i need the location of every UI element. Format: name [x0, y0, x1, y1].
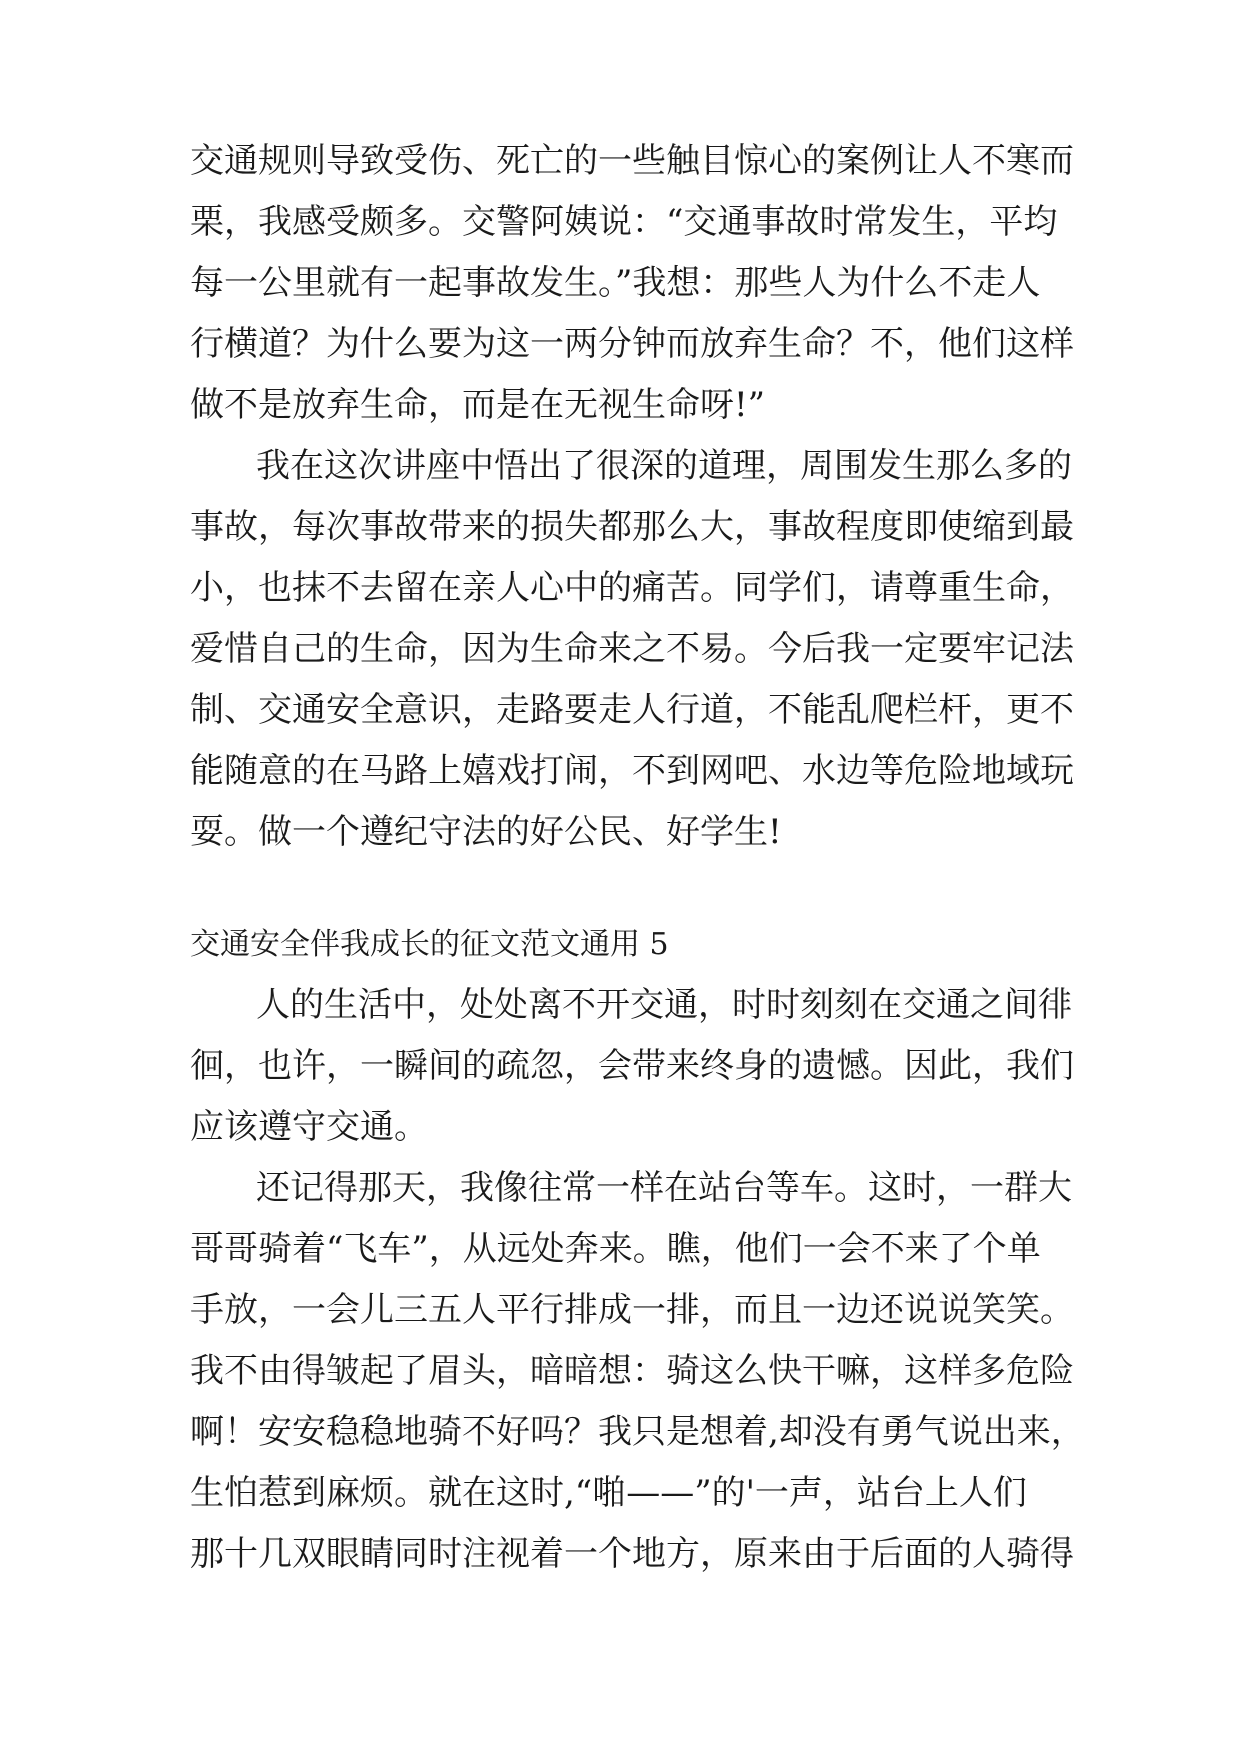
text-line: 行横道？为什么要为这一两分钟而放弃生命？不，他们这样 [190, 324, 1074, 364]
text-line: 我不由得皱起了眉头，暗暗想：骑这么快干嘛，这样多危险 [190, 1351, 1074, 1391]
text-line: 做不是放弃生命，而是在无视生命呀!” [190, 385, 766, 425]
text-line: 爱惜自己的生命，因为生命来之不易。今后我一定要牢记法 [190, 629, 1074, 669]
text-line: 人的生活中，处处离不开交通，时时刻刻在交通之间徘 [256, 985, 1072, 1025]
text-line: 那十几双眼睛同时注视着一个地方，原来由于后面的人骑得 [190, 1534, 1074, 1574]
text-line: 啊！安安稳稳地骑不好吗？我只是想着,却没有勇气说出来， [190, 1412, 1085, 1452]
text-line: 手放，一会儿三五人平行排成一排，而且一边还说说笑笑。 [190, 1290, 1074, 1330]
text-line: 耍。做一个遵纪守法的好公民、好学生! [190, 812, 782, 852]
text-line: 我在这次讲座中悟出了很深的道理，周围发生那么多的 [256, 446, 1072, 486]
text-line: 每一公里就有一起事故发生。”我想：那些人为什么不走人 [190, 263, 1041, 303]
section-heading: 交通安全伴我成长的征文范文通用 5 [190, 927, 669, 962]
text-line: 哥哥骑着“飞车”，从远处奔来。瞧，他们一会不来了个单 [190, 1229, 1041, 1269]
text-line: 应该遵守交通。 [190, 1107, 428, 1147]
text-line: 小，也抹不去留在亲人心中的痛苦。同学们，请尊重生命， [190, 568, 1074, 608]
text-line: 事故，每次事故带来的损失都那么大，事故程度即使缩到最 [190, 507, 1074, 547]
text-line: 能随意的在马路上嬉戏打闹，不到网吧、水边等危险地域玩 [190, 751, 1074, 791]
text-line: 生怕惹到麻烦。就在这时,“啪——”的'一声，站台上人们 [190, 1473, 1027, 1513]
text-line: 交通规则导致受伤、死亡的一些触目惊心的案例让人不寒而 [190, 141, 1074, 181]
text-line: 徊，也许，一瞬间的疏忽，会带来终身的遗憾。因此，我们 [190, 1046, 1074, 1086]
text-line: 栗，我感受颇多。交警阿姨说：“交通事故时常发生，平均 [190, 202, 1058, 242]
text-line: 制、交通安全意识，走路要走人行道，不能乱爬栏杆，更不 [190, 690, 1074, 730]
text-line: 还记得那天，我像往常一样在站台等车。这时，一群大 [256, 1168, 1072, 1208]
